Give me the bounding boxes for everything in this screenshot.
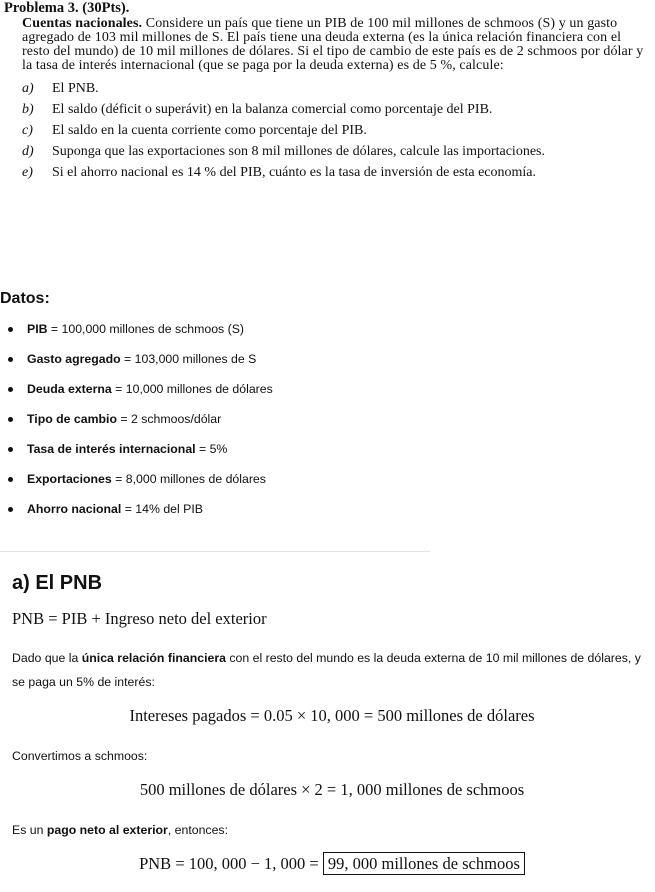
bullet-icon xyxy=(8,447,13,452)
section-a-heading: a) El PNB xyxy=(12,572,103,594)
bullet-icon xyxy=(8,357,13,362)
paragraph-text: Es un xyxy=(12,823,47,837)
datos-value: = 5% xyxy=(195,442,228,456)
question-item-b xyxy=(22,103,557,117)
question-letter: b) xyxy=(22,102,34,117)
formula-conversion: 500 millones de dólares × 2 = 1, 000 millones de schmoos xyxy=(139,780,525,799)
datos-label: Tipo de cambio xyxy=(27,412,117,426)
datos-label: PIB xyxy=(27,322,48,336)
problem-title: Problema 3. (30Pts). xyxy=(4,0,130,16)
section-a xyxy=(12,572,652,892)
formula-result-boxed: 99, 000 millones de schmoos xyxy=(323,852,525,875)
datos-label: Gasto agregado xyxy=(27,352,121,366)
datos-value: = 103,000 millones de S xyxy=(120,352,257,366)
question-list xyxy=(22,82,557,180)
question-text: El saldo en la cuenta corriente como porcentaje del PIB. xyxy=(52,123,367,138)
problem-intro-text: Considere un país que tiene un PIB de 100 mil millones de schmoos (S) y un gasto agregado de 103 mil millones de S. El país tiene una deuda externa (es la única relación financiera con el resto del mundo) de 10 mil millones de dólares. Si el tipo de cambio de este país es de 2 schmoos por dólar y la tasa de interés internacional (que se paga por la deuda externa) es de 5 %, calcule: xyxy=(22,16,644,73)
question-letter: e) xyxy=(22,165,33,180)
problem-intro xyxy=(22,17,644,73)
datos-list xyxy=(0,321,600,531)
datos-value: = 8,000 millones de dólares xyxy=(111,472,266,486)
question-item-d xyxy=(22,145,557,159)
paragraph-bold: pago neto al exterior xyxy=(46,823,168,837)
datos-label: Tasa de interés internacional xyxy=(27,442,196,456)
question-text: El saldo (déficit o superávit) en la balanza comercial como porcentaje del PIB. xyxy=(52,102,493,117)
formula-intereses: Intereses pagados = 0.05 × 10, 000 = 500 millones de dólares xyxy=(129,706,535,725)
question-text: El PNB. xyxy=(52,81,99,96)
bullet-icon xyxy=(8,507,13,512)
question-text: Suponga que las exportaciones son 8 mil millones de dólares, calcule las importaciones. xyxy=(52,144,545,159)
datos-label: Deuda externa xyxy=(27,382,112,396)
bullet-icon xyxy=(8,417,13,422)
datos-label: Ahorro nacional xyxy=(27,502,122,516)
datos-item-tasa-interes xyxy=(0,441,600,471)
paragraph-deuda xyxy=(12,646,652,694)
bullet-icon xyxy=(8,327,13,332)
section-divider xyxy=(0,551,430,552)
datos-value: = 14% del PIB xyxy=(121,502,203,516)
formula-result xyxy=(12,854,652,874)
question-letter: a) xyxy=(22,81,34,96)
problem-statement xyxy=(4,0,644,187)
formula-pnb: PNB = PIB + Ingreso neto del exterior xyxy=(12,609,267,628)
problem-intro-bold: Cuentas nacionales. xyxy=(22,16,143,31)
paragraph-convertimos: Convertimos a schmoos: xyxy=(12,749,148,763)
paragraph-bold: única relación financiera xyxy=(81,651,226,665)
bullet-icon xyxy=(8,387,13,392)
datos-value: = 2 schmoos/dólar xyxy=(116,412,222,426)
datos-heading: Datos: xyxy=(0,290,50,307)
paragraph-text: con el resto del mundo es la deuda externa de 10 mil millones de dólares, y se paga un 5% de interés: xyxy=(12,651,641,689)
formula-result-lhs: PNB = 100, 000 − 1, 000 = xyxy=(139,854,323,873)
datos-value: = 100,000 millones de schmoos (S) xyxy=(47,322,245,336)
question-item-a xyxy=(22,82,557,96)
datos-item-gasto xyxy=(0,351,600,381)
datos-item-tipo-cambio xyxy=(0,411,600,441)
datos-label: Exportaciones xyxy=(27,472,112,486)
datos-item-exportaciones xyxy=(0,471,600,501)
datos-item-pib xyxy=(0,321,600,351)
question-item-e xyxy=(22,166,557,180)
paragraph-text: Dado que la xyxy=(12,651,82,665)
paragraph-text: , entonces: xyxy=(167,823,228,837)
question-letter: c) xyxy=(22,123,33,138)
question-item-c xyxy=(22,124,557,138)
datos-item-deuda xyxy=(0,381,600,411)
question-text: Si el ahorro nacional es 14 % del PIB, cuánto es la tasa de inversión de esta economía. xyxy=(52,165,537,180)
question-letter: d) xyxy=(22,144,34,159)
bullet-icon xyxy=(8,477,13,482)
datos-item-ahorro xyxy=(0,501,600,531)
datos-value: = 10,000 millones de dólares xyxy=(111,382,273,396)
paragraph-pago-neto xyxy=(12,818,652,842)
